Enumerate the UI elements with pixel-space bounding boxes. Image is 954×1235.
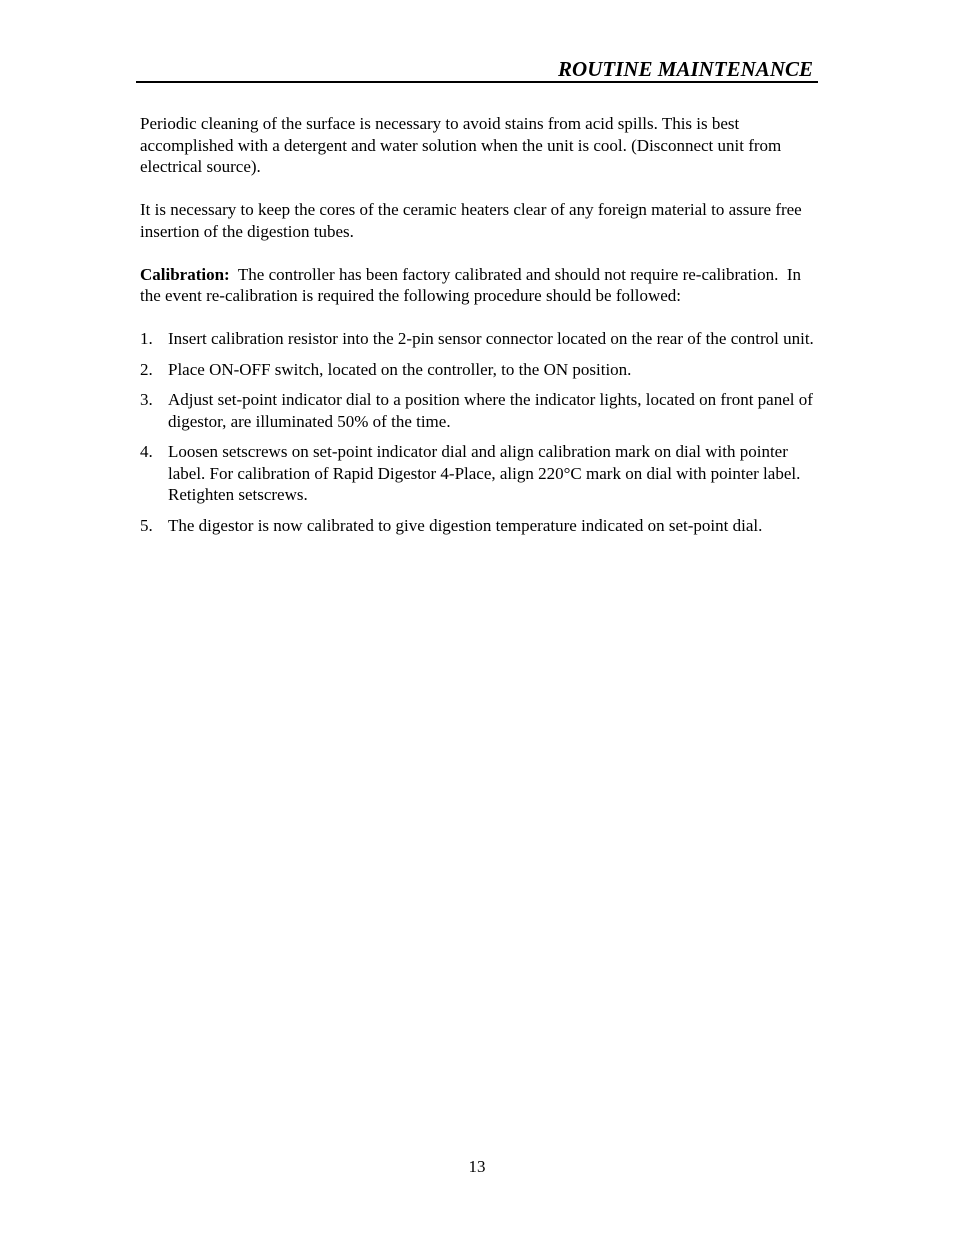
list-item: [140, 328, 816, 350]
list-item: [140, 515, 816, 537]
step-text: The digestor is now calibrated to give digestion temperature indicated on set-point dial.: [168, 515, 763, 535]
step-text: Adjust set-point indicator dial to a position where the indicator lights, located on front panel of digestor, are illuminated 50% of the time.: [168, 390, 813, 431]
calibration-steps: [140, 328, 816, 536]
step-text: Loosen setscrews on set-point indicator dial and align calibration mark on dial with pointer label. For calibration of Rapid Digestor 4-Place, align 220°C mark on dial with pointer label. Retighten setscrews.: [168, 442, 801, 504]
list-item: [140, 359, 816, 381]
calibration-text: The controller has been factory calibrated and should not require re-calibration. In the event re-calibration is required the following procedure should be followed:: [140, 264, 806, 305]
list-item: [140, 389, 816, 432]
step-text: Place ON-OFF switch, located on the controller, to the ON position.: [168, 359, 632, 379]
section-title: ROUTINE MAINTENANCE: [558, 57, 813, 81]
step-number: 4.: [140, 442, 153, 461]
step-text: Insert calibration resistor into the 2-pin sensor connector located on the rear of the control unit.: [168, 329, 814, 348]
step-number: 5.: [140, 515, 153, 535]
step-number: 2.: [140, 359, 153, 379]
step-number: 3.: [140, 390, 153, 409]
page-body: [140, 113, 816, 545]
header-rule: [136, 81, 818, 83]
step-number: 1.: [140, 329, 153, 348]
list-item: [140, 441, 816, 506]
calibration-label: Calibration:: [140, 264, 230, 284]
cleaning-paragraph: Periodic cleaning of the surface is necessary to avoid stains from acid spills. This is best accomplished with a detergent and water solution when the unit is cool. (Disconnect unit from electrical source).: [140, 114, 782, 176]
heater-cores-paragraph: It is necessary to keep the cores of the ceramic heaters clear of any foreign material to assure free insertion of the digestion tubes.: [140, 200, 802, 241]
page-number: 13: [468, 1157, 486, 1176]
calibration-paragraph: [140, 264, 816, 307]
